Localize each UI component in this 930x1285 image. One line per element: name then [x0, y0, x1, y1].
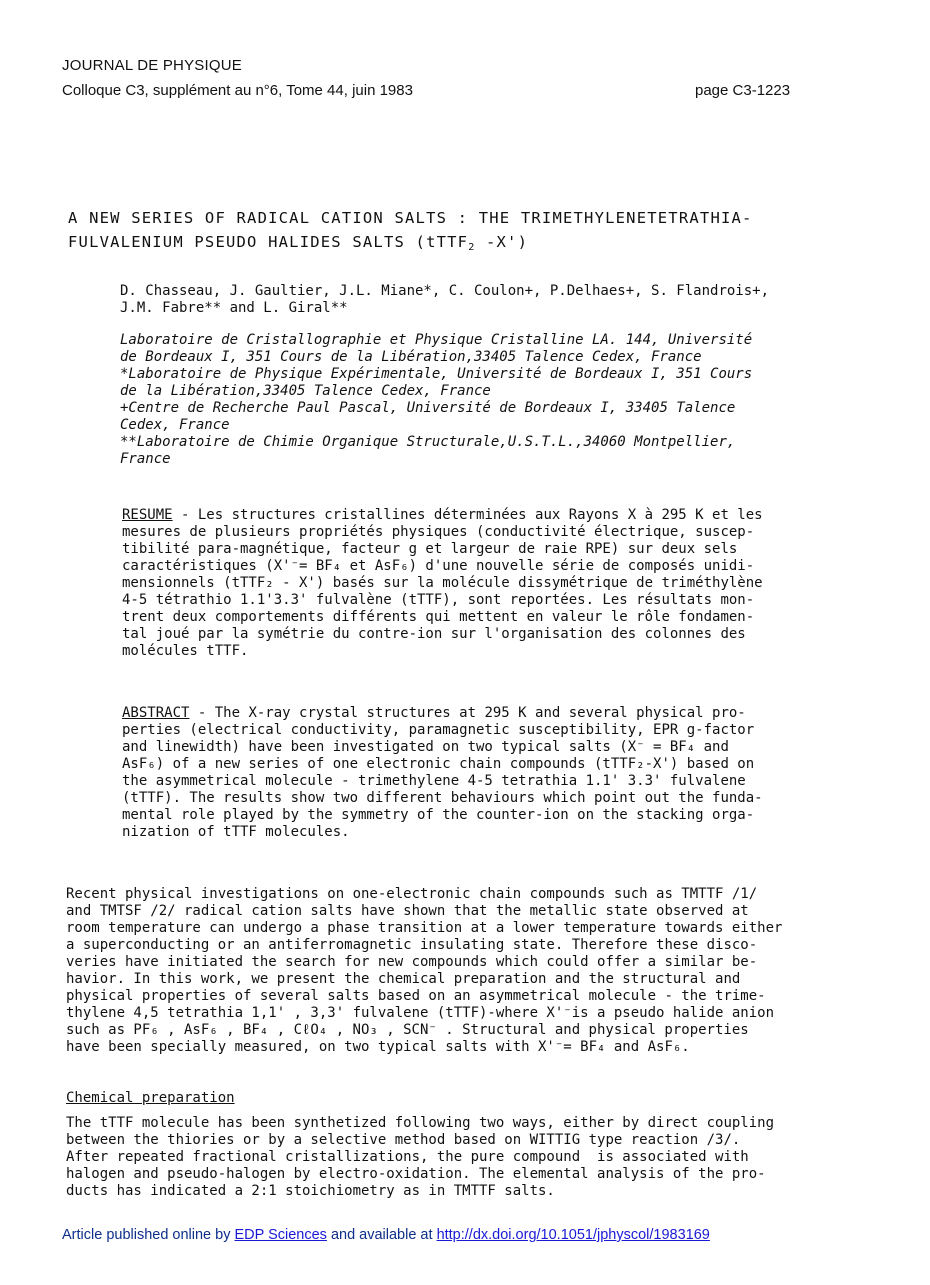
body-line: room temperature can undergo a phase transition at a lower temperature towards either — [66, 920, 783, 936]
body-line: halogen and pseudo-halogen by electro-oxidation. The elemental analysis of the pro- — [66, 1166, 766, 1182]
abstract-line: perties (electrical conductivity, paramagnetic susceptibility, EPR g-factor — [122, 722, 755, 738]
body-line: have been specially measured, on two typical salts with X'⁻= BF₄ and AsF₆. — [66, 1039, 690, 1055]
body-line: Recent physical investigations on one-electronic chain compounds such as TMTTF /1/ — [66, 886, 758, 902]
abstract-line: and linewidth) have been investigated on two typical salts (X⁻ = BF₄ and — [122, 739, 729, 755]
resume-block — [122, 507, 763, 660]
footer-prefix: Article published online by — [62, 1227, 235, 1243]
resume-line: mensionnels (tTTF₂ - X') basés sur la molécule dissymétrique de triméthylène — [122, 575, 763, 591]
body-line: The tTTF molecule has been synthetized following two ways, either by direct coupling — [66, 1115, 775, 1131]
publication-footer — [62, 1227, 710, 1243]
abstract-line: AsF₆) of a new series of one electronic chain compounds (tTTF₂-X') based on — [122, 756, 755, 772]
colloque-info: Colloque C3, supplément au n°6, Tome 44, juin 1983 — [62, 82, 413, 99]
body-line: thylene 4,5 tetrathia 1,1' , 3,3' fulvalene (tTTF)-where X'⁻is a pseudo halide anion — [66, 1005, 775, 1021]
abstract-block — [122, 705, 763, 841]
abstract-line: - The X-ray crystal structures at 295 K and several physical pro- — [189, 705, 746, 721]
journal-name: JOURNAL DE PHYSIQUE — [62, 57, 242, 74]
resume-line: tibilité para-magnétique, facteur g et largeur de raie RPE) sur deux sels — [122, 541, 738, 557]
resume-line: tal joué par la symétrie du contre-ion sur l'organisation des colonnes des — [122, 626, 746, 642]
resume-line: - Les structures cristallines déterminées aux Rayons X à 295 K et les — [172, 507, 763, 523]
body-line: such as PF₆ , AsF₆ , BF₄ , CℓO₄ , NO₃ , SCN⁻ . Structural and physical properties — [66, 1022, 749, 1038]
body-line: and TMTSF /2/ radical cation salts have shown that the metallic state observed at — [66, 903, 749, 919]
affiliation-line: Laboratoire de Cristallographie et Physique Cristalline LA. 144, Université — [120, 332, 753, 348]
abstract-line: mental role played by the symmetry of the counter-ion on the stacking orga- — [122, 807, 755, 823]
resume-line: caractéristiques (X'⁻= BF₄ et AsF₆) d'une nouvelle série de composés unidi- — [122, 558, 755, 574]
chemical-preparation-paragraph — [66, 1115, 774, 1200]
affiliation-line: de Bordeaux I, 351 Cours de la Libération,33405 Talence Cedex, France — [120, 349, 702, 365]
page-number: page C3-1223 — [695, 82, 791, 99]
resume-label: RESUME — [122, 507, 173, 523]
section-heading: Chemical preparation — [66, 1090, 235, 1106]
title-subscript: 2 — [468, 242, 476, 253]
body-line: veries have initiated the search for new compounds which could offer a similar be- — [66, 954, 758, 970]
doi-link[interactable]: http://dx.doi.org/10.1051/jphyscol/1983169 — [436, 1227, 710, 1243]
body-line: between the thiories or by a selective method based on WITTIG type reaction /3/. — [66, 1132, 741, 1148]
affiliation-line: France — [120, 451, 171, 467]
body-line: ducts has indicated a 2:1 stoichiometry as in TMTTF salts. — [66, 1183, 555, 1199]
title-line-2a: FULVALENIUM PSEUDO HALIDES SALTS (tTTF — [68, 233, 469, 251]
affiliation-line: Cedex, France — [120, 417, 230, 433]
resume-line: 4-5 tétrathio 1.1'3.3' fulvalène (tTTF), sont reportées. Les résultats mon- — [122, 592, 755, 608]
publisher-link[interactable]: EDP Sciences — [234, 1227, 327, 1243]
abstract-line: (tTTF). The results show two different behaviours which point out the funda- — [122, 790, 763, 806]
affiliation-line: de la Libération,33405 Talence Cedex, France — [120, 383, 491, 399]
affiliation-line: *Laboratoire de Physique Expérimentale, Université de Bordeaux I, 351 Cours — [120, 366, 753, 382]
affiliation-line: **Laboratoire de Chimie Organique Structurale,U.S.T.L.,34060 Montpellier, — [120, 434, 736, 450]
resume-line: mesures de plusieurs propriétés physiques (conductivité électrique, suscep- — [122, 524, 755, 540]
affiliation-line: +Centre de Recherche Paul Pascal, Université de Bordeaux I, 33405 Talence — [120, 400, 736, 416]
body-line: physical properties of several salts based on an asymmetrical molecule - the trime- — [66, 988, 766, 1004]
author-list — [120, 283, 769, 317]
author-line: D. Chasseau, J. Gaultier, J.L. Miane*, C. Coulon+, P.Delhaes+, S. Flandrois+, — [120, 283, 770, 299]
footer-middle: and available at — [326, 1227, 437, 1243]
abstract-line: nization of tTTF molecules. — [122, 824, 350, 840]
intro-paragraph — [66, 886, 782, 1056]
affiliations — [120, 332, 752, 468]
resume-line: molécules tTTF. — [122, 643, 249, 659]
title-line-2b: -X') — [475, 233, 529, 251]
abstract-line: the asymmetrical molecule - trimethylene 4-5 tetrathia 1.1' 3.3' fulvalene — [122, 773, 746, 789]
title-line-1: A NEW SERIES OF RADICAL CATION SALTS : THE TRIMETHYLENETETRATHIA- — [68, 209, 753, 227]
paper-title — [68, 206, 753, 260]
resume-line: trent deux comportements différents qui mettent en valeur le rôle fondamen- — [122, 609, 755, 625]
body-line: a superconducting or an antiferromagnetic insulating state. Therefore these disco- — [66, 937, 758, 953]
body-line: havior. In this work, we present the chemical preparation and the structural and — [66, 971, 741, 987]
body-line: After repeated fractional cristallizations, the pure compound is associated with — [66, 1149, 749, 1165]
abstract-label: ABSTRACT — [122, 705, 190, 721]
author-line: J.M. Fabre** and L. Giral** — [120, 300, 348, 316]
